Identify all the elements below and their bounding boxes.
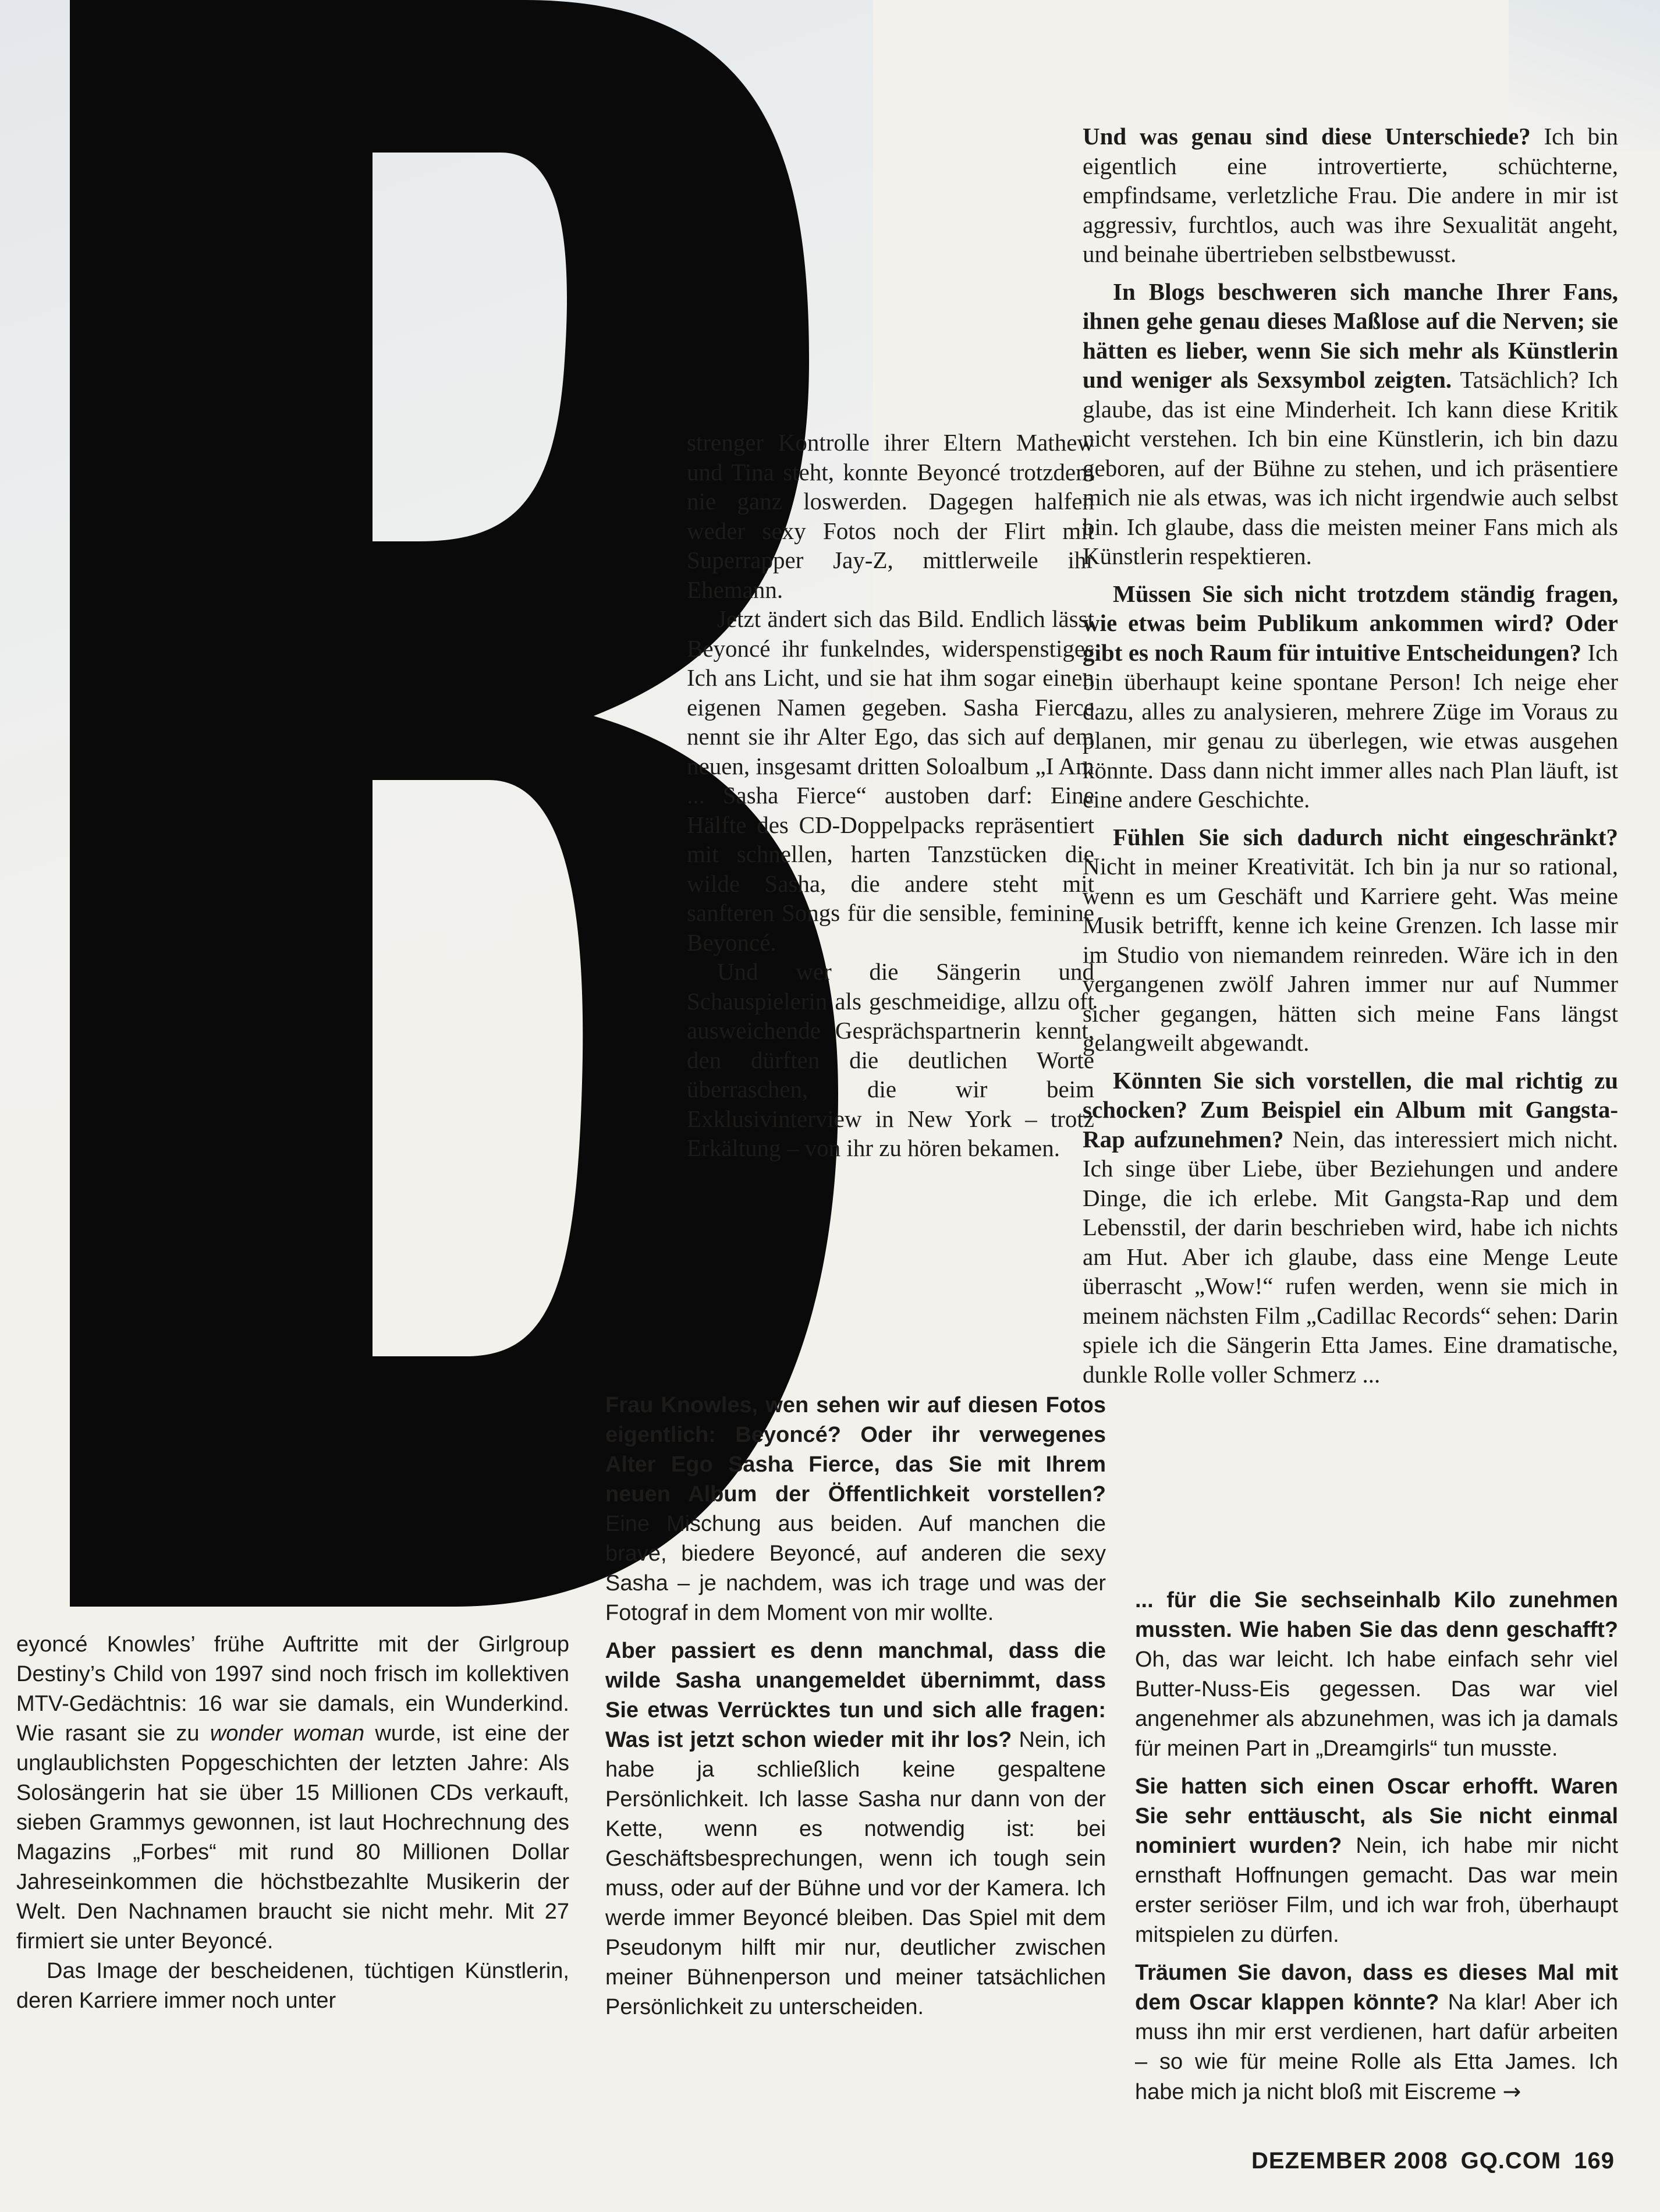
interview-answer: Nein, ich habe ja schließlich keine gespaltene Persönlichkeit. Ich lasse Sasha nur dann von der Kette, wenn es notwendig ist: bei Geschäftsbesprechungen, wenn ich tough sein muss, oder auf der Bühne und vor der Kamera. Ich werde immer Beyoncé bleiben. Das Spiel mit dem Pseudonym hilft mir nur, deutlicher zwischen meiner Bühnenperson und meiner tatsächlichen Persönlichkeit zu unterscheiden. [605, 1728, 1106, 2019]
interview-exchange [605, 1391, 1106, 1628]
interview-question: In Blogs beschweren sich manche Ihrer Fans, ihnen gehe genau dieses Maßlose auf die Nerven; sie hätten es lieber, wenn Sie sich mehr als Künstlerin und weniger als Sexsymbol zeigten. [1083, 278, 1618, 393]
issue-date: DEZEMBER 2008 [1251, 2148, 1448, 2174]
interview-answer: Ich bin eigentlich eine introvertierte, schüchterne, empfindsame, verletzliche Frau. Die andere in mir ist aggressiv, furchtlos, auch was ihre Sexualität angeht, und beinahe übertrieben selbstbewusst. [1083, 123, 1618, 267]
interview-answer: Nein, ich habe mir nicht ernsthaft Hoffnungen gemacht. Das war mein erster seriöser Film, und ich war froh, überhaupt mitspielen zu dürfen. [1135, 1834, 1619, 1947]
interview-question: Sie hatten sich einen Oscar erhofft. Waren Sie sehr enttäuscht, als Sie nicht einmal nominiert wurden? [1135, 1774, 1618, 1858]
interview-exchange [1083, 277, 1618, 571]
interview-exchange [1083, 1066, 1618, 1389]
magazine-logo: GQ.COM [1460, 2148, 1562, 2174]
interview-question: ... für die Sie sechseinhalb Kilo zunehmen mussten. Wie haben Sie das denn geschafft? [1135, 1588, 1618, 1642]
interview-exchange [1083, 823, 1618, 1058]
interview-answer: Nein, das interessiert mich nicht. Ich singe über Liebe, über Beziehungen und andere Dinge, die ich erlebe. Mit Gangsta-Rap und dem Lebensstil, der darin beschrieben wird, habe ich nichts am Hut. Aber ich glaube, dass eine Menge Leute überrascht „Wow!“ rufen werden, wenn sie mich in meinem nächsten Film „Cadillac Records“ sehen: Darin spiele ich die Sängerin Etta James. Eine dramatische, dunkle Rolle voller Schmerz ... [1083, 1125, 1619, 1388]
interview-answer: Tatsächlich? Ich glaube, das ist eine Minderheit. Ich kann diese Kritik nicht verstehen. Ich bin eine Künstlerin, ich bin dazu geboren, auf der Bühne zu stehen, und ich präsentiere mich nie als etwas, was ich nicht irgendwie auch selbst bin. Ich glaube, dass die meisten meiner Fans mich als Künstlerin respektieren. [1083, 366, 1618, 569]
interview-question: Aber passiert es denn manchmal, dass die wilde Sasha unangemeldet übernimmt, dass Sie etwas Verrücktes tun und sich alle fragen: Was ist jetzt schon wieder mit ihr los? [605, 1639, 1106, 1752]
interview-answer: Eine Mischung aus beiden. Auf manchen die brave, biedere Beyoncé, auf anderen die sexy Sasha – je nachdem, was ich trage und was der Fotograf in dem Moment von mir wollte. [605, 1512, 1106, 1625]
intro-text-segment: eyoncé Knowles’ frühe Auftritte mit der Girlgroup Destiny’s Child von 1997 sind noch frisch im kollektiven MTV-Gedächtnis: 16 war sie damals, ein Wunderkind. Wie rasant sie zu [16, 1632, 569, 1746]
interview-question: Und was genau sind diese Unterschiede? [1083, 123, 1531, 150]
interview-question: Frau Knowles, wen sehen wir auf diesen Fotos eigentlich: Beyoncé? Oder ihr verwegenes Alter Ego Sasha Fierce, das Sie mit Ihrem neuen Album der Öffentlichkeit vorstellen? [605, 1393, 1106, 1506]
intro-paragraph: Das Image der bescheidenen, tüchtigen Künstlerin, deren Karriere immer noch unter [16, 1959, 569, 2013]
interview-question: Müssen Sie sich nicht trotzdem ständig fragen, wie etwas beim Publikum ankommen wird? Oder gibt es noch Raum für intuitive Entscheidungen? [1083, 580, 1618, 666]
interview-exchange [605, 1636, 1106, 2022]
intro-text-lower [16, 1630, 569, 2016]
interview-column-right-lower [1135, 1578, 1618, 2107]
interview-exchange [1083, 122, 1618, 269]
interview-exchange [1135, 1772, 1618, 1950]
intro-paragraph: Und wer die Sängerin und Schauspielerin als geschmeidige, allzu oft ausweichende Gesprächspartnerin kennt, den dürften die deutlichen Worte überraschen, die wir beim Exklusivinterview in New York – trotz Erkältung – von ihr zu hören bekamen. [687, 958, 1094, 1161]
interview-answer: Nicht in meiner Kreativität. Ich bin ja nur so rational, wenn es um Geschäft und Karriere geht. Was meine Musik betrifft, kenne ich keine Grenzen. Ich lasse mir im Studio von niemandem reinreden. Wäre ich in den vergangenen zwölf Jahren immer nur auf Nummer sicher gegangen, hätten sich meine Fans längst gelangweilt abgewandt. [1083, 853, 1618, 1056]
interview-question: Träumen Sie davon, dass es dieses Mal mit dem Oscar klappen könnte? [1135, 1961, 1618, 2015]
interview-answer: Ich bin überhaupt keine spontane Person! Ich neige eher dazu, alles zu analysieren, mehrere Züge im Voraus zu planen, mir genau zu überlegen, wie etwas ausgehen könnte. Dass dann nicht immer alles nach Plan läuft, ist eine andere Geschichte. [1083, 639, 1618, 813]
intro-paragraph: Jetzt ändert sich das Bild. Endlich lässt Beyoncé ihr funkelndes, widerspenstiges Ich ans Licht, und sie hat ihm sogar einen eigenen Namen gegeben. Sasha Fierce nennt sie ihr Alter Ego, das sich auf dem neuen, insgesamt dritten Soloalbum „I Am ... Sasha Fierce“ austoben darf: Eine Hälfte des CD-Doppelpacks repräsentiert mit schnellen, harten Tanzstücken die wilde Sasha, die andere steht mit sanfteren Songs für die sensible, feminine Beyoncé. [687, 605, 1094, 956]
interview-question: Könnten Sie sich vorstellen, die mal richtig zu schocken? Zum Beispiel ein Album mit Gangsta-Rap aufzunehmen? [1083, 1066, 1618, 1153]
intro-italic-phrase: wonder woman [210, 1721, 365, 1746]
intro-paragraph [16, 1630, 569, 1956]
page-number: 169 [1574, 2148, 1615, 2174]
interview-exchange [1083, 579, 1618, 814]
intro-paragraph: strenger Kontrolle ihrer Eltern Mathew und Tina steht, konnte Beyoncé trotzdem nie ganz loswerden. Dagegen halfen weder sexy Fotos noch der Flirt mit Superrapper Jay-Z, mittlerweile ihr Ehemann. [687, 429, 1094, 603]
intro-text-segment: wurde, ist eine der unglaublichsten Popgeschichten der letzten Jahre: Als Solosängerin hat sie über 15 Millionen CDs verkauft, sieben Grammys gewonnen, ist laut Hochrechnung des Magazins „Forbes“ mit rund 80 Millionen Dollar Jahreseinkommen die höchstbezahlte Musikerin der Welt. Den Nachnamen braucht sie nicht mehr. Mit 27 firmiert sie unter Beyoncé. [16, 1721, 570, 1954]
interview-question: Fühlen Sie sich dadurch nicht eingeschränkt? [1113, 823, 1618, 850]
page-footer [1251, 2148, 1615, 2174]
interview-exchange [1135, 1586, 1618, 1764]
interview-column-right [1083, 114, 1618, 1389]
interview-answer: Na klar! Aber ich muss ihn mir erst verdienen, hart dafür arbeiten – so wie für meine Rolle als Etta James. Ich habe mich ja nicht bloß mit Eiscreme [1135, 1990, 1619, 2104]
intro-text-upper [687, 428, 1094, 1163]
continue-arrow-icon: → [1502, 2079, 1521, 2104]
interview-column-middle [605, 1383, 1106, 2022]
interview-answer: Oh, das war leicht. Ich habe einfach sehr viel Butter-Nuss-Eis gegessen. Das war viel angenehmer als abzunehmen, was ich ja damals für meinen Part in „Dreamgirls“ tun musste. [1135, 1647, 1618, 1761]
interview-exchange [1135, 1958, 1618, 2107]
